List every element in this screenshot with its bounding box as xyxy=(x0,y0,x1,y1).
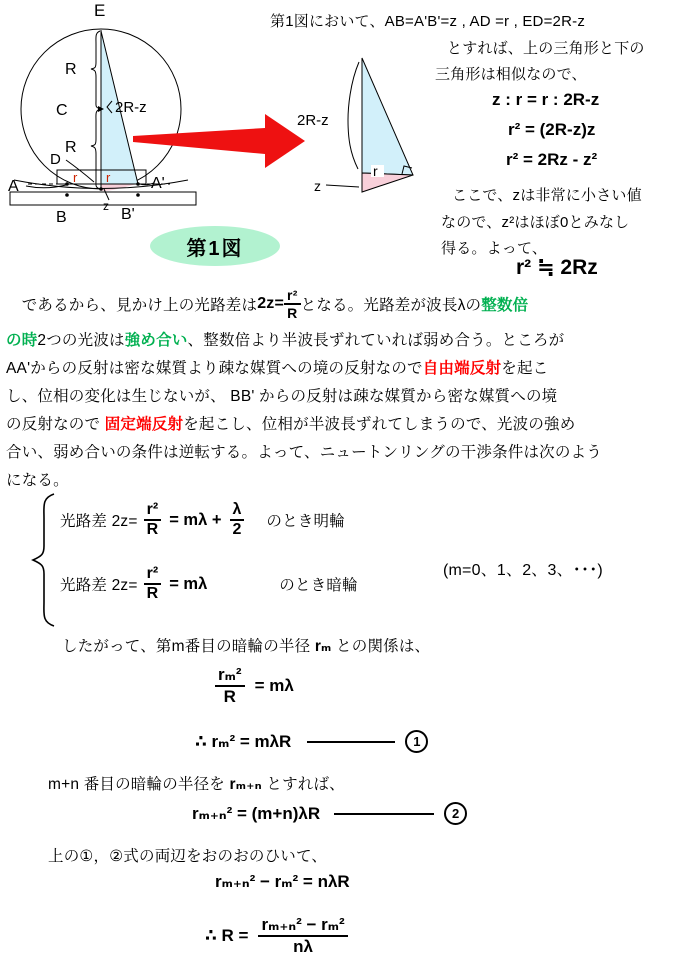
right-col-line-5: なので、z²はほぼ0とみなし xyxy=(441,214,630,231)
label-E: E xyxy=(94,1,106,20)
m-range-note: (m=0、1、2、3、･･･) xyxy=(443,562,603,579)
fraction-numerator: r² xyxy=(144,565,162,585)
para-l2-green-word-1: の時 xyxy=(6,332,38,349)
para-l1-eq-pre: 2z= xyxy=(257,295,285,312)
equation-1-body: ∴ rₘ² = mλR xyxy=(195,731,292,751)
fraction-numerator: λ xyxy=(230,501,245,521)
bright-eq-prefix: 光路差 2z= xyxy=(60,513,138,530)
equation-r-squared-2: r² = 2Rz - z² xyxy=(506,150,598,169)
label-A-prime: A' xyxy=(151,175,165,192)
fraction-denominator: R xyxy=(287,305,298,321)
lower-R-brace xyxy=(91,109,100,189)
fraction-denominator: R xyxy=(146,585,159,602)
paragraph-line-7: になる。 xyxy=(6,472,69,489)
inline-fraction-r2-R xyxy=(284,287,301,321)
m-plus-n-ring-intro xyxy=(48,772,345,794)
equation-2-rule xyxy=(334,813,434,815)
paragraph-line-1 xyxy=(6,284,528,324)
label-z: z xyxy=(103,199,109,213)
paragraph-line-6: 合い、弱め合いの条件は逆転する。よって、ニュートンリングの干渉条件は次のよう xyxy=(6,444,602,461)
label-2R-z: 2R-z xyxy=(115,99,147,116)
dark-eq-condition: のとき暗輪 xyxy=(279,577,358,594)
fraction-r2-R xyxy=(144,501,162,540)
subtract-equations-intro: 上の①，②式の両辺をおのおのひいて、 xyxy=(48,848,328,865)
equation-2-number: 2 xyxy=(444,802,467,825)
label-r: r xyxy=(373,163,378,179)
right-col-line-6: 得る。よって、 xyxy=(441,240,548,257)
figure1-caption-badge xyxy=(150,226,280,266)
right-col-line-1: 第1図において、AB=A'B'=z , AD =r , ED=2R-z xyxy=(270,13,586,30)
point-A-prime-dot xyxy=(136,182,140,186)
label-B: B xyxy=(56,209,67,226)
label-R-upper: R xyxy=(65,61,77,78)
right-col-line-4: ここで、zは非常に小さい値 xyxy=(452,187,642,204)
label-D: D xyxy=(50,151,61,168)
fraction-denominator: R xyxy=(146,521,159,538)
label-z: z xyxy=(314,178,321,194)
point-B-prime-dot xyxy=(136,193,140,197)
paragraph-line-4: し、位相の変化は生じないが、 BB' からの反射は疎な媒質から密な媒質への境 xyxy=(6,388,558,405)
D-connector-line xyxy=(66,160,94,182)
para-l3-text-b: を起こ xyxy=(501,360,549,377)
label-B-prime: B' xyxy=(121,206,135,223)
para-l1-text-b: となる。光路差が波長λの xyxy=(300,297,482,314)
arrow-shape xyxy=(133,114,305,168)
equation-2-row xyxy=(192,802,467,825)
blue-triangle-shape xyxy=(362,58,413,175)
label-A: A xyxy=(8,178,19,195)
point-A-dot xyxy=(65,182,69,186)
fraction-numerator: rₘ² xyxy=(215,665,245,687)
label-2R-z: 2R-z xyxy=(297,112,329,129)
fraction-denominator: nλ xyxy=(293,937,314,956)
mn-text-b: とすれば、 xyxy=(261,776,345,793)
dark-eq-mid: = mλ xyxy=(169,574,208,593)
mn-rmn-symbol: rₘ₊ₙ xyxy=(229,776,262,793)
label-R-lower: R xyxy=(65,139,77,156)
bright-eq-mid: = mλ + xyxy=(169,510,222,529)
fraction-final xyxy=(258,915,347,956)
para-l5-red-word: 固定端反射 xyxy=(104,416,184,433)
figure2-similar-triangle-diagram xyxy=(295,38,455,208)
pink-triangle-shape xyxy=(362,173,413,192)
equation-2-body: rₘ₊ₙ² = (m+n)λR xyxy=(192,803,321,823)
brace-path xyxy=(33,494,54,626)
equation-ratio: z : r = r : 2R-z xyxy=(492,90,600,109)
mn-text-a: m+n 番目の暗輪の半径を xyxy=(48,776,230,793)
fraction-denominator: R xyxy=(223,687,236,706)
bright-eq-condition: のとき明輪 xyxy=(266,513,345,530)
label-r-left: r xyxy=(73,170,78,185)
final-R-equation xyxy=(205,908,348,964)
right-col-line-2: とすれば、上の三角形と下の xyxy=(447,40,645,57)
contact-point-dot xyxy=(99,187,103,191)
red-arrow-icon xyxy=(125,105,310,180)
upper-R-brace xyxy=(91,31,100,109)
fraction-numerator: rₘ₊ₙ² − rₘ² xyxy=(258,915,347,937)
fraction-numerator: r² xyxy=(284,287,301,305)
final-eq-prefix: ∴ R = xyxy=(205,926,249,945)
point-B-dot xyxy=(65,193,69,197)
para-l2-green-word-2: 強め合い xyxy=(124,332,188,349)
para-l1-text-a: であるから、見かけ上の光路差は xyxy=(6,297,258,314)
dark-ring-equation xyxy=(60,560,358,608)
fraction-numerator: r² xyxy=(144,501,162,521)
equation-1-row xyxy=(195,730,428,753)
fraction-lambda-2 xyxy=(230,501,245,540)
para-l1-green-word: 整数倍 xyxy=(481,297,529,314)
para-l2-text-b: 、整数倍より半波長ずれていれば弱め合う。ところが xyxy=(187,332,565,349)
para-l5-text-b: を起こし、位相が半波長ずれてしまうので、光波の強め xyxy=(183,416,576,433)
equation-1-number: 1 xyxy=(405,730,428,753)
equation-rhs: = mλ xyxy=(254,676,294,695)
paragraph-line-5 xyxy=(6,412,575,434)
equation-1-rule xyxy=(307,741,395,743)
span-brace xyxy=(348,62,359,169)
label-C: C xyxy=(56,102,68,119)
para-l3-text-a: AA'からの反射は密な媒質より疎な媒質への境の反射なので xyxy=(6,360,423,377)
bright-ring-equation xyxy=(60,496,345,544)
para-l5-text-a: の反射なので xyxy=(6,416,105,433)
equation-approx: r² ≒ 2Rz xyxy=(516,256,598,279)
fraction-rm2-R xyxy=(215,665,245,706)
equation-r-squared-1: r² = (2R-z)z xyxy=(508,120,596,139)
figure1-caption: 第1図 xyxy=(186,237,244,260)
paragraph-line-3 xyxy=(6,356,548,378)
fraction-r2-R xyxy=(144,565,162,604)
rm-squared-over-R-equation xyxy=(215,662,294,710)
z-tick-line xyxy=(326,185,359,187)
difference-equation: rₘ₊ₙ² − rₘ² = nλR xyxy=(215,872,350,891)
intro-text-a: したがって、第m番目の暗輪の半径 xyxy=(62,638,315,655)
para-l3-red-word: 自由端反射 xyxy=(422,360,502,377)
right-col-line-3: 三角形は相似なので、 xyxy=(435,66,587,83)
mth-ring-intro xyxy=(62,634,430,656)
intro-text-b: との関係は、 xyxy=(331,638,431,655)
paragraph-line-2 xyxy=(6,328,564,350)
fraction-denominator: 2 xyxy=(232,521,242,538)
label-r-right: r xyxy=(106,170,111,185)
dark-eq-prefix: 光路差 2z= xyxy=(60,577,138,594)
intro-rm-symbol: rₘ xyxy=(314,638,332,655)
para-l2-text-a: 2つの光波は xyxy=(37,332,125,349)
left-curly-brace xyxy=(30,492,58,630)
